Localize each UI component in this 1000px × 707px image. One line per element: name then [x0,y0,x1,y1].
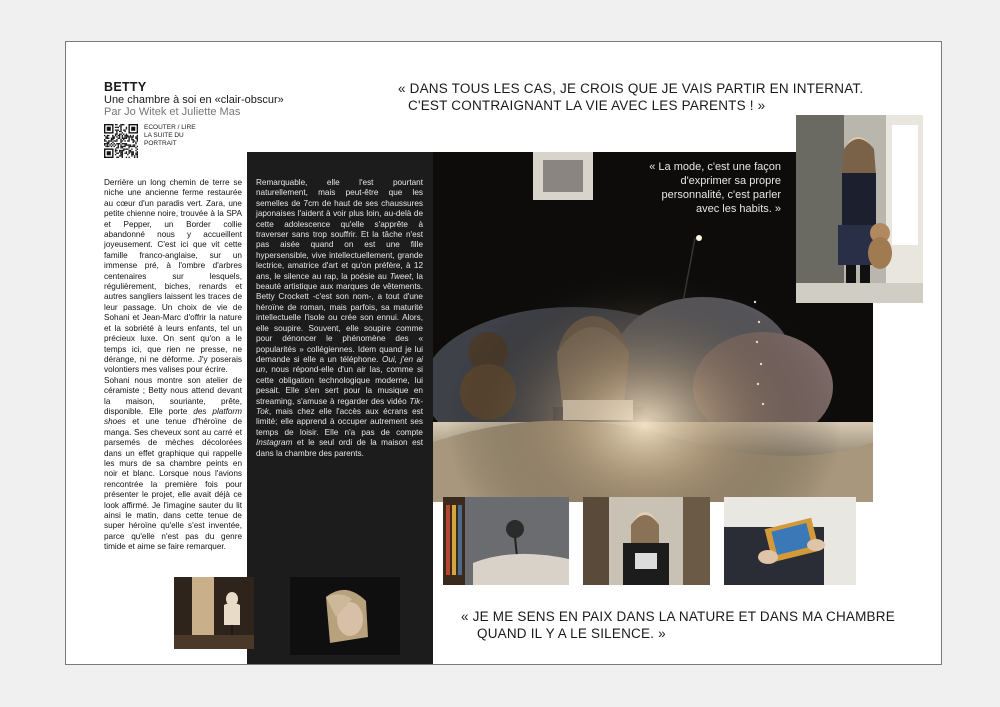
girl-with-teddy-bear-photo [796,115,923,303]
article-subtitle: Une chambre à soi en «clair-obscur» [104,94,284,106]
paragraph-1: Derrière un long chemin de terre se niche une ancienne ferme restaurée au cœur d'un paradis vert. Zara, une petite chienne noire, trouvée à la SPA et Pepper, un Border collie abandonné nous y accueillent joyeusement. C'est ici que vit cette famille franco-anglaise, sur un immense pré, à l'ombre d'arbres centenaires sur lesquels, régulièrement, biches, renards et autres sangliers laissent les traces de leur passage. Un choix de vie de Sohani et Jean-Marc d'offrir la nature et la sobriété à leurs enfants, tel un précieux luxe. On sent qu'on a le temps ici, que rien ne presse, ne dérange, ni ne déforme. J'y poserais volontiers mes valises pour écrire. [104,178,242,375]
qr-label-line-1: ECOUTER / LIRE [144,124,196,131]
pull-quote-bottom-line-1: « JE ME SENS EN PAIX DANS LA NATURE ET DANS MA CHAMBRE [461,609,895,624]
pull-quote-photo-line-3: personnalité, c'est parler [661,189,781,201]
magazine-spread [65,41,942,665]
pull-quote-top-line-2: C'EST CONTRAIGNANT LA VIE AVEC LES PARENTS ! » [408,98,766,113]
pull-quote-photo-line-4: avec les habits. » [696,203,781,215]
top-right-photo [796,115,923,303]
bedside-lamp-photo [443,497,569,585]
girl-profile-photo [290,577,400,655]
pull-quote-photo-line-1: « La mode, c'est une façon [649,161,781,173]
qr-label-line-2: LA SUITE DU [144,132,184,139]
thumbnail-1 [443,497,569,585]
hands-holding-book-photo [724,497,856,585]
pull-quote-top-line-1: « DANS TOUS LES CAS, JE CROIS QUE JE VAIS PARTIR EN INTERNAT. [398,81,864,96]
paragraph-2: Sohani nous montre son atelier de céramiste ; Betty nous attend devant la maison, souriante, prête, disponible. Elle porte des platform shoes et une tenue d'héroïne de manga. Ses cheveux sont au carré et parsemés de mèches décolorées dans un effet graphique qui rappelle les murs de sa chambre peints en noir et blanc. Lorsque nous l'avions rencontrée la première fois pour présenter le projet, elle avait déjà ce look affirmé. Je l'imagine sauter du lit ainsi le matin, dans cette tenue de super héroïne qu'elle s'est inventée, parce qu'elle n'est pas du genre timide et aime se faire remarquer. [104,375,242,552]
qr-code-icon[interactable] [104,124,138,158]
qr-label[interactable] [144,124,204,148]
thumbnail-3 [724,497,856,585]
article-column-2 [256,178,423,459]
qr-label-line-3: PORTRAIT [144,140,177,147]
girl-portrait-photo [583,497,710,585]
pull-quote-top [398,80,918,114]
pull-quote-bottom [461,608,921,642]
article-name: BETTY [104,80,147,94]
bottom-left-photo-1 [174,577,254,649]
pull-quote-photo-line-2: d'exprimer sa propre [680,175,781,187]
pull-quote-photo [601,160,781,216]
pull-quote-bottom-line-2: QUAND IL Y A LE SILENCE. » [477,626,666,641]
article-column-1 [104,178,242,553]
thumbnail-2 [583,497,710,585]
mannequin-bust-photo [174,577,254,649]
article-byline: Par Jo Witek et Juliette Mas [104,106,241,118]
paragraph-3: Remarquable, elle l'est pourtant naturellement, mais peut-être que les semelles de 7cm de haut de ses chaussures japonaises l'aident à voir plus loin, au-delà de cette adolescence qu'elle s'apprête à traverser sans trop souffrir. Et la tâche n'est pas aisée quand on est une fille hypersensible, vive intellectuellement, grande lectrice, amatrice d'art et qu'on préfère, à 12 ans, le silence au rap, la poésie au Tweet, la beauté artistique aux marques de vêtements. Betty Crockett -c'est son nom-, a tout d'une héroïne de roman, mais parfois, sa maturité intellectuelle l'isole ou crée son ennui. Alors, elle soupire. Souvent, elle soupire comme pour dénoncer le phénomène des « popularités » collégiennes. Idem quand je lui demande si elle a un téléphone. Oui, j'en ai un, nous répond-elle d'un air las, comme si cette obligation technologique moderne, lui pesait. Elle s'en sert pour la musique en streaming, s'amuse à regarder des vidéo Tik-Tok, mais chez elle l'accès aux écrans est limité; elle apprend à occuper autrement ses temps de loisir. Elle n'a pas de compte Instagram et le seul ordi de la maison est dans la chambre des parents. [256,178,423,458]
bottom-left-photo-2 [290,577,400,655]
